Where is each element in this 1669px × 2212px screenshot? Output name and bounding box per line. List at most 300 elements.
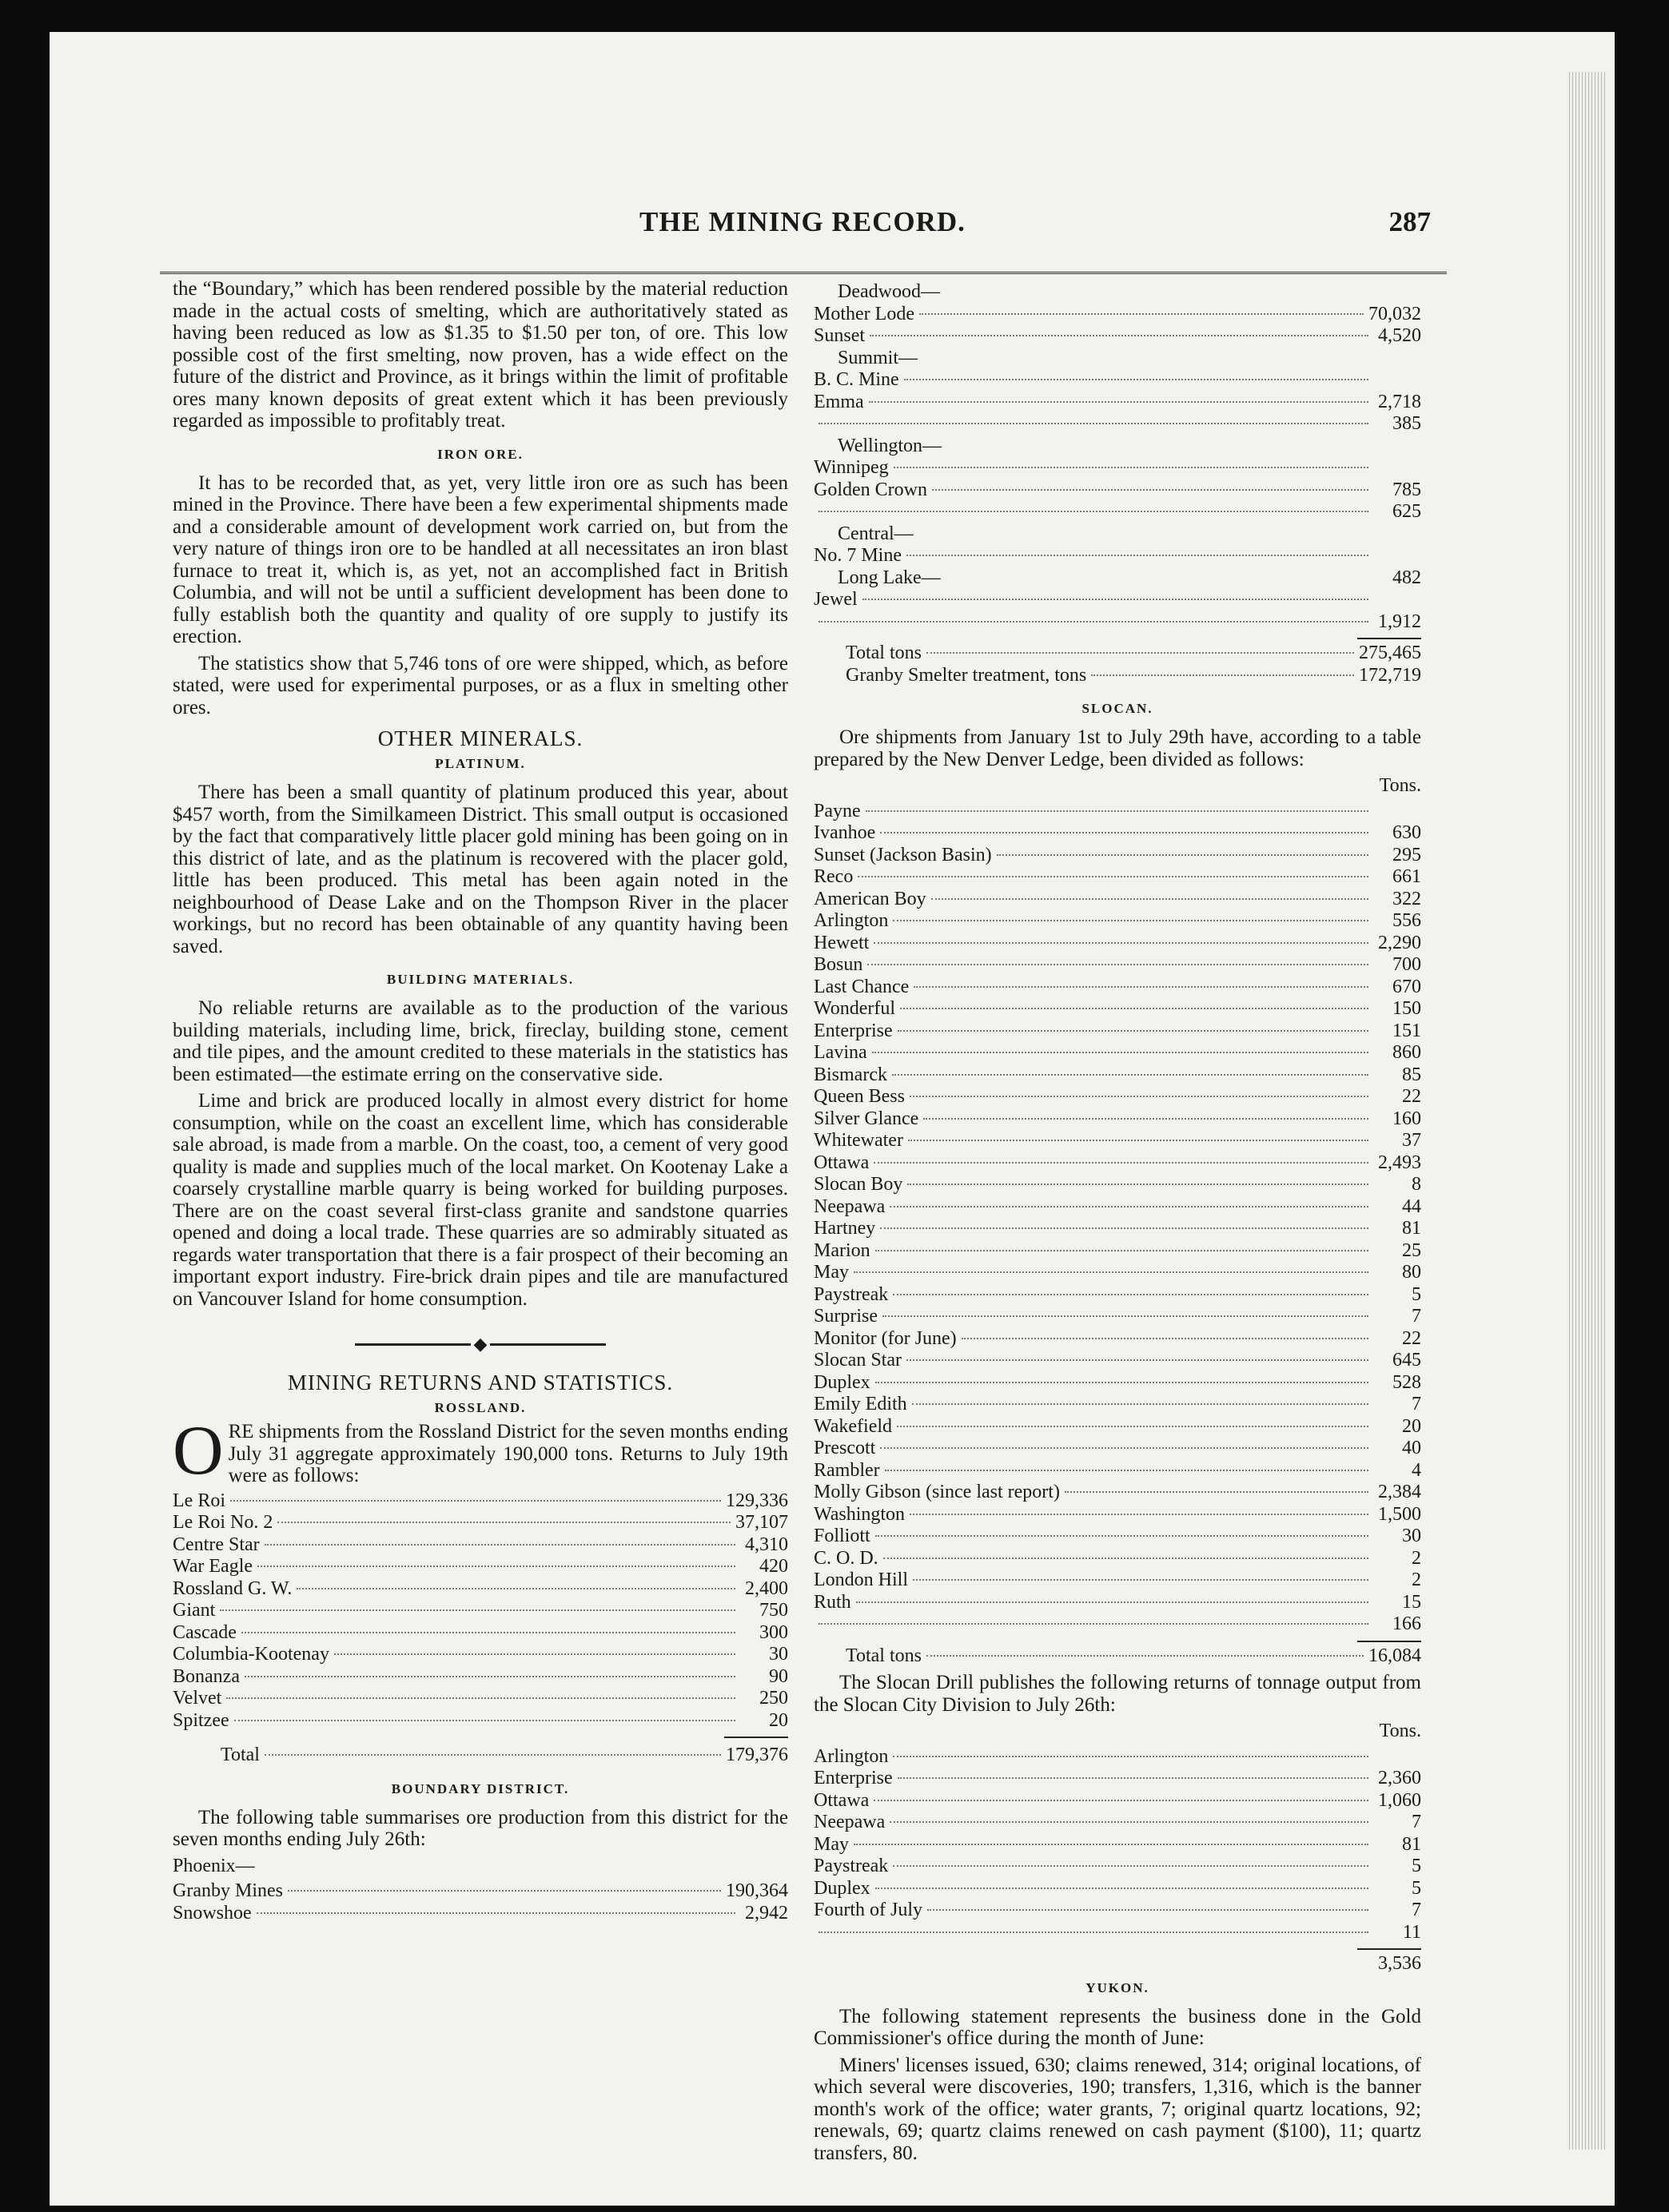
table-row xyxy=(814,1306,1421,1328)
mine-name: Bonanza xyxy=(173,1665,240,1687)
table-row xyxy=(814,457,1421,479)
mine-name: Neepawa xyxy=(814,1196,886,1217)
mine-name: Molly Gibson (since last report) xyxy=(814,1482,1060,1502)
drop-cap: O xyxy=(173,1412,224,1490)
tonnage-value: 22 xyxy=(1402,1086,1421,1107)
leader-dots xyxy=(882,1315,1368,1317)
tonnage-value: 295 xyxy=(1392,844,1421,865)
mine-name: Le Roi xyxy=(173,1490,225,1511)
mine-name: Emma xyxy=(814,391,864,412)
leader-dots xyxy=(875,1250,1368,1251)
tonnage-value: 20 xyxy=(769,1709,788,1731)
page-header xyxy=(160,184,1447,274)
tonnage-value: 11 xyxy=(1402,1921,1421,1943)
leader-dots xyxy=(867,964,1368,965)
mine-name: Fourth of July xyxy=(814,1900,923,1920)
table-row xyxy=(814,1768,1421,1790)
leader-dots xyxy=(858,876,1368,877)
drill-unit-header xyxy=(814,1721,1421,1743)
total-rule xyxy=(724,1737,788,1738)
table-row xyxy=(173,1710,788,1733)
total-rule xyxy=(1357,1641,1421,1642)
tonnage-value: 166 xyxy=(1392,1613,1421,1634)
table-row xyxy=(814,479,1421,502)
tonnage-value: 81 xyxy=(1402,1218,1421,1239)
mine-name: Slocan Boy xyxy=(814,1174,903,1195)
table-row xyxy=(814,611,1421,634)
leader-dots xyxy=(870,335,1368,336)
table-row xyxy=(814,1482,1421,1504)
tonnage-value: 7 xyxy=(1412,1812,1421,1832)
leader-dots xyxy=(234,1720,735,1721)
mine-name: Mother Lode xyxy=(814,303,914,324)
mine-name: Granby Mines xyxy=(173,1880,283,1901)
table-row xyxy=(814,589,1421,611)
leader-dots xyxy=(906,555,1368,556)
mine-name: Hewett xyxy=(814,932,870,953)
leader-dots xyxy=(923,1118,1368,1120)
table-row xyxy=(814,1569,1421,1592)
mine-name: Wakefield xyxy=(814,1415,893,1437)
table-row xyxy=(814,910,1421,933)
mine-name: Bismarck xyxy=(814,1064,887,1085)
leader-dots xyxy=(962,1338,1368,1339)
tonnage-value: 528 xyxy=(1392,1371,1421,1393)
tonnage-value: 44 xyxy=(1402,1196,1421,1217)
table-row xyxy=(173,1688,788,1710)
leader-dots xyxy=(910,1096,1368,1097)
leader-dots xyxy=(241,1632,735,1633)
page-edge xyxy=(1567,72,1607,2150)
mine-name: American Boy xyxy=(814,888,926,909)
tonnage-value: 661 xyxy=(1392,866,1421,887)
total-value: 16,084 xyxy=(1368,1645,1421,1666)
tonnage-value: 2,493 xyxy=(1378,1152,1421,1173)
table-row xyxy=(814,1438,1421,1460)
mine-name: No. 7 Mine xyxy=(814,545,902,566)
mine-name: Le Roi No. 2 xyxy=(173,1512,273,1533)
leader-dots xyxy=(906,1359,1368,1361)
table-row xyxy=(173,1512,788,1534)
tonnage-value: 7 xyxy=(1412,1306,1421,1327)
table-row xyxy=(814,1526,1421,1548)
tonnage-value: 670 xyxy=(1392,976,1421,997)
mine-name: Duplex xyxy=(814,1877,870,1899)
mine-name: Silver Glance xyxy=(814,1108,919,1129)
mine-name: Central— xyxy=(838,523,914,544)
tonnage-value: 4,310 xyxy=(745,1534,788,1555)
mine-name: War Eagle xyxy=(173,1556,253,1577)
tonnage-value: 2,400 xyxy=(745,1577,788,1599)
leader-dots xyxy=(866,810,1368,812)
leader-dots xyxy=(875,1888,1368,1889)
leader-dots xyxy=(819,1623,1368,1625)
table-row xyxy=(814,1548,1421,1570)
leader-dots xyxy=(854,1844,1368,1845)
leader-dots xyxy=(874,1800,1368,1801)
tonnage-value: 630 xyxy=(1392,822,1421,843)
table-row xyxy=(173,1903,788,1925)
tonnage-value: 2 xyxy=(1412,1547,1421,1569)
tonnage-value: 785 xyxy=(1392,479,1421,500)
tonnage-value: 5 xyxy=(1412,1283,1421,1305)
slocan-total-row xyxy=(814,1645,1421,1668)
leader-dots xyxy=(869,401,1368,403)
table-row xyxy=(814,1790,1421,1812)
tonnage-value: 7 xyxy=(1412,1394,1421,1414)
table-row xyxy=(814,1460,1421,1482)
leader-dots xyxy=(265,1544,735,1546)
table-row xyxy=(173,1490,788,1513)
leader-dots xyxy=(892,1074,1368,1076)
tonnage-value: 37,107 xyxy=(735,1512,788,1533)
iron-ore-paragraph-2: The statistics show that 5,746 tons of ore were shipped, which, as before stated, were used for experimental purposes, or as a flux in smelting other ores. xyxy=(173,652,788,718)
table-row xyxy=(173,1556,788,1578)
mine-name: Hartney xyxy=(814,1218,876,1239)
table-row xyxy=(814,1108,1421,1131)
table-row xyxy=(814,998,1421,1020)
total-rule xyxy=(1357,638,1421,639)
leader-dots xyxy=(893,1756,1368,1757)
leader-dots xyxy=(885,1470,1368,1471)
tonnage-value: 7 xyxy=(1412,1900,1421,1920)
tonnage-value: 90 xyxy=(769,1665,788,1687)
mine-name: Paystreak xyxy=(814,1856,889,1876)
table-row xyxy=(814,1613,1421,1636)
right-column xyxy=(814,278,1421,2169)
leader-dots xyxy=(875,1382,1368,1383)
building-paragraph-1: No reliable returns are available as to the production of the various building materials, including lime, brick, fireclay, building stone, cement and tile pipes, and the amount credited to these materials in the statistics has been estimated—the estimate erring on the conservative side. xyxy=(173,997,788,1085)
leader-dots xyxy=(897,1426,1368,1427)
table-row xyxy=(814,1262,1421,1284)
boundary-heading: BOUNDARY DISTRICT. xyxy=(391,1780,570,1796)
tonnage-value: 250 xyxy=(759,1688,788,1709)
mine-name: Prescott xyxy=(814,1438,876,1458)
leader-dots xyxy=(1065,1491,1368,1493)
table-row xyxy=(173,1578,788,1601)
tonnage-value: 300 xyxy=(759,1621,788,1643)
tonnage-value: 40 xyxy=(1402,1438,1421,1458)
leader-dots xyxy=(334,1653,735,1655)
leader-dots xyxy=(908,1140,1368,1141)
mine-name: Rambler xyxy=(814,1459,880,1481)
table-row xyxy=(173,1644,788,1666)
mine-name: Golden Crown xyxy=(814,479,927,500)
tonnage-value: 2,384 xyxy=(1378,1482,1421,1502)
mine-name: Arlington xyxy=(814,1745,889,1767)
granby-value: 172,719 xyxy=(1359,664,1421,686)
tonnage-value: 30 xyxy=(769,1644,788,1665)
table-row xyxy=(173,1600,788,1622)
unit-label: Tons. xyxy=(1379,775,1421,796)
table-row xyxy=(814,1328,1421,1351)
mine-name: Neepawa xyxy=(814,1812,886,1832)
yukon-paragraph-1: The following statement represents the business done in the Gold Commissioner's office during the month of June: xyxy=(814,2005,1421,2049)
unit-label: Tons. xyxy=(1379,1721,1421,1741)
mine-name: Rossland G. W. xyxy=(173,1577,293,1599)
table-row xyxy=(814,1064,1421,1087)
section-ornament xyxy=(173,1334,788,1355)
table-row xyxy=(814,369,1421,392)
table-row xyxy=(814,1394,1421,1416)
ornament-diamond-icon: ◆ xyxy=(473,1334,488,1354)
total-value: 275,465 xyxy=(1359,643,1421,663)
mine-name: May xyxy=(814,1262,849,1283)
mine-name: Marion xyxy=(814,1239,870,1261)
mine-name: Surprise xyxy=(814,1306,878,1327)
iron-ore-heading: IRON ORE. xyxy=(437,446,524,462)
mine-name: Washington xyxy=(814,1503,906,1525)
leader-dots xyxy=(265,1754,721,1756)
tonnage-value: 1,912 xyxy=(1378,611,1421,632)
table-row xyxy=(814,1284,1421,1307)
leader-dots xyxy=(932,489,1368,491)
tonnage-value: 645 xyxy=(1392,1350,1421,1371)
leader-dots xyxy=(819,511,1368,512)
leader-dots xyxy=(997,854,1368,856)
tonnage-value: 2 xyxy=(1412,1569,1421,1590)
table-group-heading xyxy=(814,348,1421,370)
granby-label: Granby Smelter treatment, tons xyxy=(846,664,1087,686)
leader-dots xyxy=(874,942,1368,944)
leader-dots xyxy=(894,467,1368,468)
tonnage-value: 4,520 xyxy=(1378,325,1421,346)
yukon-heading: YUKON. xyxy=(1085,1979,1149,1995)
slocan-heading: SLOCAN. xyxy=(1081,701,1153,716)
table-row xyxy=(814,304,1421,326)
table-row xyxy=(814,1020,1421,1043)
mine-name: May xyxy=(814,1833,849,1855)
tonnage-value: 85 xyxy=(1402,1064,1421,1085)
table-row xyxy=(814,1130,1421,1152)
leader-dots xyxy=(900,1008,1368,1009)
table-row xyxy=(814,1878,1421,1900)
table-row xyxy=(814,1592,1421,1614)
mine-name: Ottawa xyxy=(814,1789,870,1811)
leader-dots xyxy=(919,313,1364,315)
table-row xyxy=(814,1922,1421,1944)
mine-name: Enterprise xyxy=(814,1020,893,1041)
mine-name: Queen Bess xyxy=(814,1086,905,1107)
yukon-paragraph-2: Miners' licenses issued, 630; claims renewed, 314; original locations, of which several were discoveries, 190; transfers, 1,316, which is the banner month's work of the office; water grants, 7; original quartz locations, 92; renewals, 69; quartz claims renewed on cash payment ($100), 11; quartz transfers, 80. xyxy=(814,2054,1421,2164)
leader-dots xyxy=(898,1777,1368,1779)
intro-paragraph: the “Boundary,” which has been rendered possible by the material reduction made in the actual costs of smelting, which are authoritatively stated as having been reduced as low as $1.35 to $1.50 per ton, of ore. This low possible cost of the first smelting, now proven, has a wide effect on the future of the district and Province, as it brings within the limit of profitable ores many known deposits of great extent which it has been previously regarded as impossible to profitably treat. xyxy=(173,278,788,432)
mine-name: Spitzee xyxy=(173,1709,229,1731)
leader-dots xyxy=(926,1655,1364,1657)
total-label: Total tons xyxy=(846,643,922,663)
mine-name: Reco xyxy=(814,866,854,887)
platinum-paragraph: There has been a small quantity of platinum produced this year, about $457 worth, from the Similkameen District. This small output is occasioned by the fact that comparatively little placer gold mining has been going on in this district of late, and as the platinum is recovered with the placer gold, little has been produced. This metal has been again noted in the neighbourhood of Dease Lake and on the Thompson River in the placer workings, but no record has been obtainable of any quantity having been saved. xyxy=(173,782,788,957)
table-row xyxy=(814,845,1421,867)
total-value: 3,536 xyxy=(1378,1953,1421,1974)
leader-dots xyxy=(913,1579,1368,1581)
table-row xyxy=(814,1834,1421,1856)
tonnage-value: 1,500 xyxy=(1378,1503,1421,1525)
tonnage-value: 160 xyxy=(1392,1108,1421,1129)
mine-name: Duplex xyxy=(814,1371,870,1393)
tonnage-value: 70,032 xyxy=(1368,303,1421,324)
mine-name: Summit— xyxy=(838,347,918,368)
rossland-table xyxy=(173,1490,788,1733)
tonnage-value: 4 xyxy=(1412,1459,1421,1481)
mine-name: Folliott xyxy=(814,1526,870,1546)
mine-name: Enterprise xyxy=(814,1768,893,1788)
tonnage-value: 1,060 xyxy=(1378,1789,1421,1811)
tonnage-value: 2,290 xyxy=(1378,932,1421,953)
mine-name: Ruth xyxy=(814,1591,851,1613)
tonnage-value: 30 xyxy=(1402,1526,1421,1546)
tonnage-value: 22 xyxy=(1402,1327,1421,1349)
leader-dots xyxy=(880,1447,1368,1449)
table-row xyxy=(173,1622,788,1645)
table-row xyxy=(814,1812,1421,1834)
leader-dots xyxy=(856,1601,1368,1603)
mine-name: Centre Star xyxy=(173,1534,260,1555)
leader-dots xyxy=(927,1909,1368,1911)
tonnage-value: 2,718 xyxy=(1378,391,1421,412)
tonnage-value: 151 xyxy=(1392,1020,1421,1041)
leader-dots xyxy=(890,1821,1368,1823)
leader-dots xyxy=(907,1184,1368,1185)
tonnage-value: 15 xyxy=(1402,1591,1421,1613)
tonnage-value: 150 xyxy=(1392,998,1421,1019)
mine-name: Velvet xyxy=(173,1688,222,1709)
table-group-heading xyxy=(814,523,1421,546)
leader-dots xyxy=(880,832,1368,833)
table-row xyxy=(814,1218,1421,1240)
total-label: Total tons xyxy=(846,1645,922,1666)
iron-ore-paragraph-1: It has to be recorded that, as yet, very little iron ore as such has been mined in the Province. There have been a few experimental shipments made and a considerable amount of development work carried on, but from the very nature of things iron ore to be handled at all necessitates an iron blast furnace to treat it, which is, as yet, not an accomplished fact in British Columbia, and will not be until a sufficient development has been done to fully establish both the quantity and quality of ore supply to justify its erection. xyxy=(173,471,788,647)
leader-dots xyxy=(277,1522,731,1523)
mine-name: Ottawa xyxy=(814,1152,870,1173)
leader-dots xyxy=(819,621,1368,623)
building-paragraph-2: Lime and brick are produced locally in almost every district for home consumption, while on the coast an excellent lime, which has considerable sale abroad, is made from a marble. On the coast, too, a cement of very good quality is made and supplies much of the local market. On Kootenay Lake a coarsely crystalline marble quarry is being worked for building purposes. There are on the coast several first-class granite and sandstone quarries opened and doing a local trade. These quarries are so admirably situated as regards water transportation that there is a fair prospect of their becoming an important export industry. Fire-brick drain pipes and tile are manufactured on Vancouver Island for home consumption. xyxy=(173,1090,788,1310)
building-materials-heading: BUILDING MATERIALS. xyxy=(386,972,575,987)
table-row xyxy=(814,545,1421,567)
leader-dots xyxy=(220,1609,735,1611)
tonnage-value: 190,364 xyxy=(726,1880,788,1901)
leader-dots xyxy=(883,1558,1368,1559)
table-row xyxy=(814,1042,1421,1064)
running-title: THE MINING RECORD. xyxy=(639,206,966,237)
tonnage-value: 8 xyxy=(1412,1174,1421,1195)
tonnage-value: 25 xyxy=(1402,1239,1421,1261)
mine-name: Payne xyxy=(814,800,861,822)
table-row xyxy=(814,889,1421,911)
tonnage-value: 556 xyxy=(1392,910,1421,931)
table-row xyxy=(814,325,1421,348)
mine-name: Paystreak xyxy=(814,1283,889,1305)
table-row xyxy=(814,822,1421,845)
leader-dots xyxy=(914,986,1368,988)
mine-name: Giant xyxy=(173,1600,216,1621)
rossland-intro-text: RE shipments from the Rossland District for the seven months ending July 31 aggregate approximately 190,000 tons. Returns to July 19th were as follows: xyxy=(228,1421,788,1486)
table-row xyxy=(814,392,1421,414)
leader-dots xyxy=(862,599,1368,600)
table-row xyxy=(814,413,1421,436)
boundary-intro: The following table summarises ore production from this district for the seven months ending July 26th: xyxy=(173,1806,788,1850)
leader-dots xyxy=(926,652,1354,654)
leader-dots xyxy=(288,1890,721,1892)
mine-name: C. O. D. xyxy=(814,1547,878,1569)
tonnage-value: 700 xyxy=(1392,954,1421,975)
leader-dots xyxy=(904,379,1368,380)
tonnage-value: 2,360 xyxy=(1378,1768,1421,1788)
group-label: Phoenix— xyxy=(173,1855,255,1876)
ornament-rule-right xyxy=(490,1343,606,1346)
slocan-intro: Ore shipments from January 1st to July 29th have, according to a table prepared by the New Denver Ledge, been divided as follows: xyxy=(814,726,1421,770)
leader-dots xyxy=(910,1514,1368,1515)
table-row xyxy=(814,1350,1421,1372)
table-row xyxy=(814,866,1421,889)
mine-name: Last Chance xyxy=(814,976,910,997)
table-row xyxy=(814,1372,1421,1394)
left-column xyxy=(173,278,788,1928)
drill-intro: The Slocan Drill publishes the following returns of tonnage output from the Slocan City Division to July 26th: xyxy=(814,1672,1421,1716)
tonnage-value: 5 xyxy=(1412,1856,1421,1876)
mine-name: Cascade xyxy=(173,1621,237,1643)
mine-name: Arlington xyxy=(814,910,889,931)
leader-dots xyxy=(912,1403,1368,1405)
leader-dots xyxy=(874,1162,1368,1164)
leader-dots xyxy=(875,1535,1368,1537)
returns-heading: MINING RETURNS AND STATISTICS. xyxy=(287,1371,674,1394)
leader-dots xyxy=(893,1294,1368,1295)
mine-name: Slocan Star xyxy=(814,1350,902,1371)
rossland-intro xyxy=(173,1412,788,1490)
mine-name: Sunset xyxy=(814,325,866,346)
tonnage-value: 385 xyxy=(1392,413,1421,434)
table-group-heading xyxy=(814,436,1421,458)
mine-name: Whitewater xyxy=(814,1130,903,1151)
table-row xyxy=(814,1240,1421,1263)
leader-dots xyxy=(890,1206,1368,1207)
other-minerals-heading: OTHER MINERALS. xyxy=(377,726,584,750)
mine-name: Sunset (Jackson Basin) xyxy=(814,844,992,865)
mine-name: B. C. Mine xyxy=(814,369,899,390)
mine-name: London Hill xyxy=(814,1569,908,1590)
mine-name: Lavina xyxy=(814,1042,867,1063)
mine-name: Ivanhoe xyxy=(814,822,876,843)
table-row xyxy=(814,1086,1421,1108)
tonnage-value: 2,942 xyxy=(745,1902,788,1924)
table-group-heading xyxy=(814,567,1421,590)
tonnage-value: 482 xyxy=(1392,567,1421,588)
table-group-heading xyxy=(814,281,1421,304)
leader-dots xyxy=(880,1227,1368,1229)
tonnage-value: 81 xyxy=(1402,1833,1421,1855)
mine-name: Long Lake— xyxy=(838,567,941,588)
tonnage-value: 420 xyxy=(759,1556,788,1577)
leader-dots xyxy=(819,1932,1368,1933)
leader-dots xyxy=(819,423,1368,424)
leader-dots xyxy=(297,1588,735,1589)
leader-dots xyxy=(898,1030,1368,1032)
table-row xyxy=(814,801,1421,823)
table-row xyxy=(173,1880,788,1903)
slocan-unit-header xyxy=(814,775,1421,798)
ornament-rule-left xyxy=(355,1343,471,1346)
boundary-total-row xyxy=(814,643,1421,665)
leader-dots xyxy=(931,898,1368,900)
platinum-heading: PLATINUM. xyxy=(435,756,526,771)
leader-dots xyxy=(1091,674,1354,676)
leader-dots xyxy=(257,1566,735,1567)
table-row xyxy=(814,1152,1421,1175)
tonnage-value: 322 xyxy=(1392,888,1421,909)
mine-name: Deadwood— xyxy=(838,281,940,302)
table-row xyxy=(814,501,1421,523)
